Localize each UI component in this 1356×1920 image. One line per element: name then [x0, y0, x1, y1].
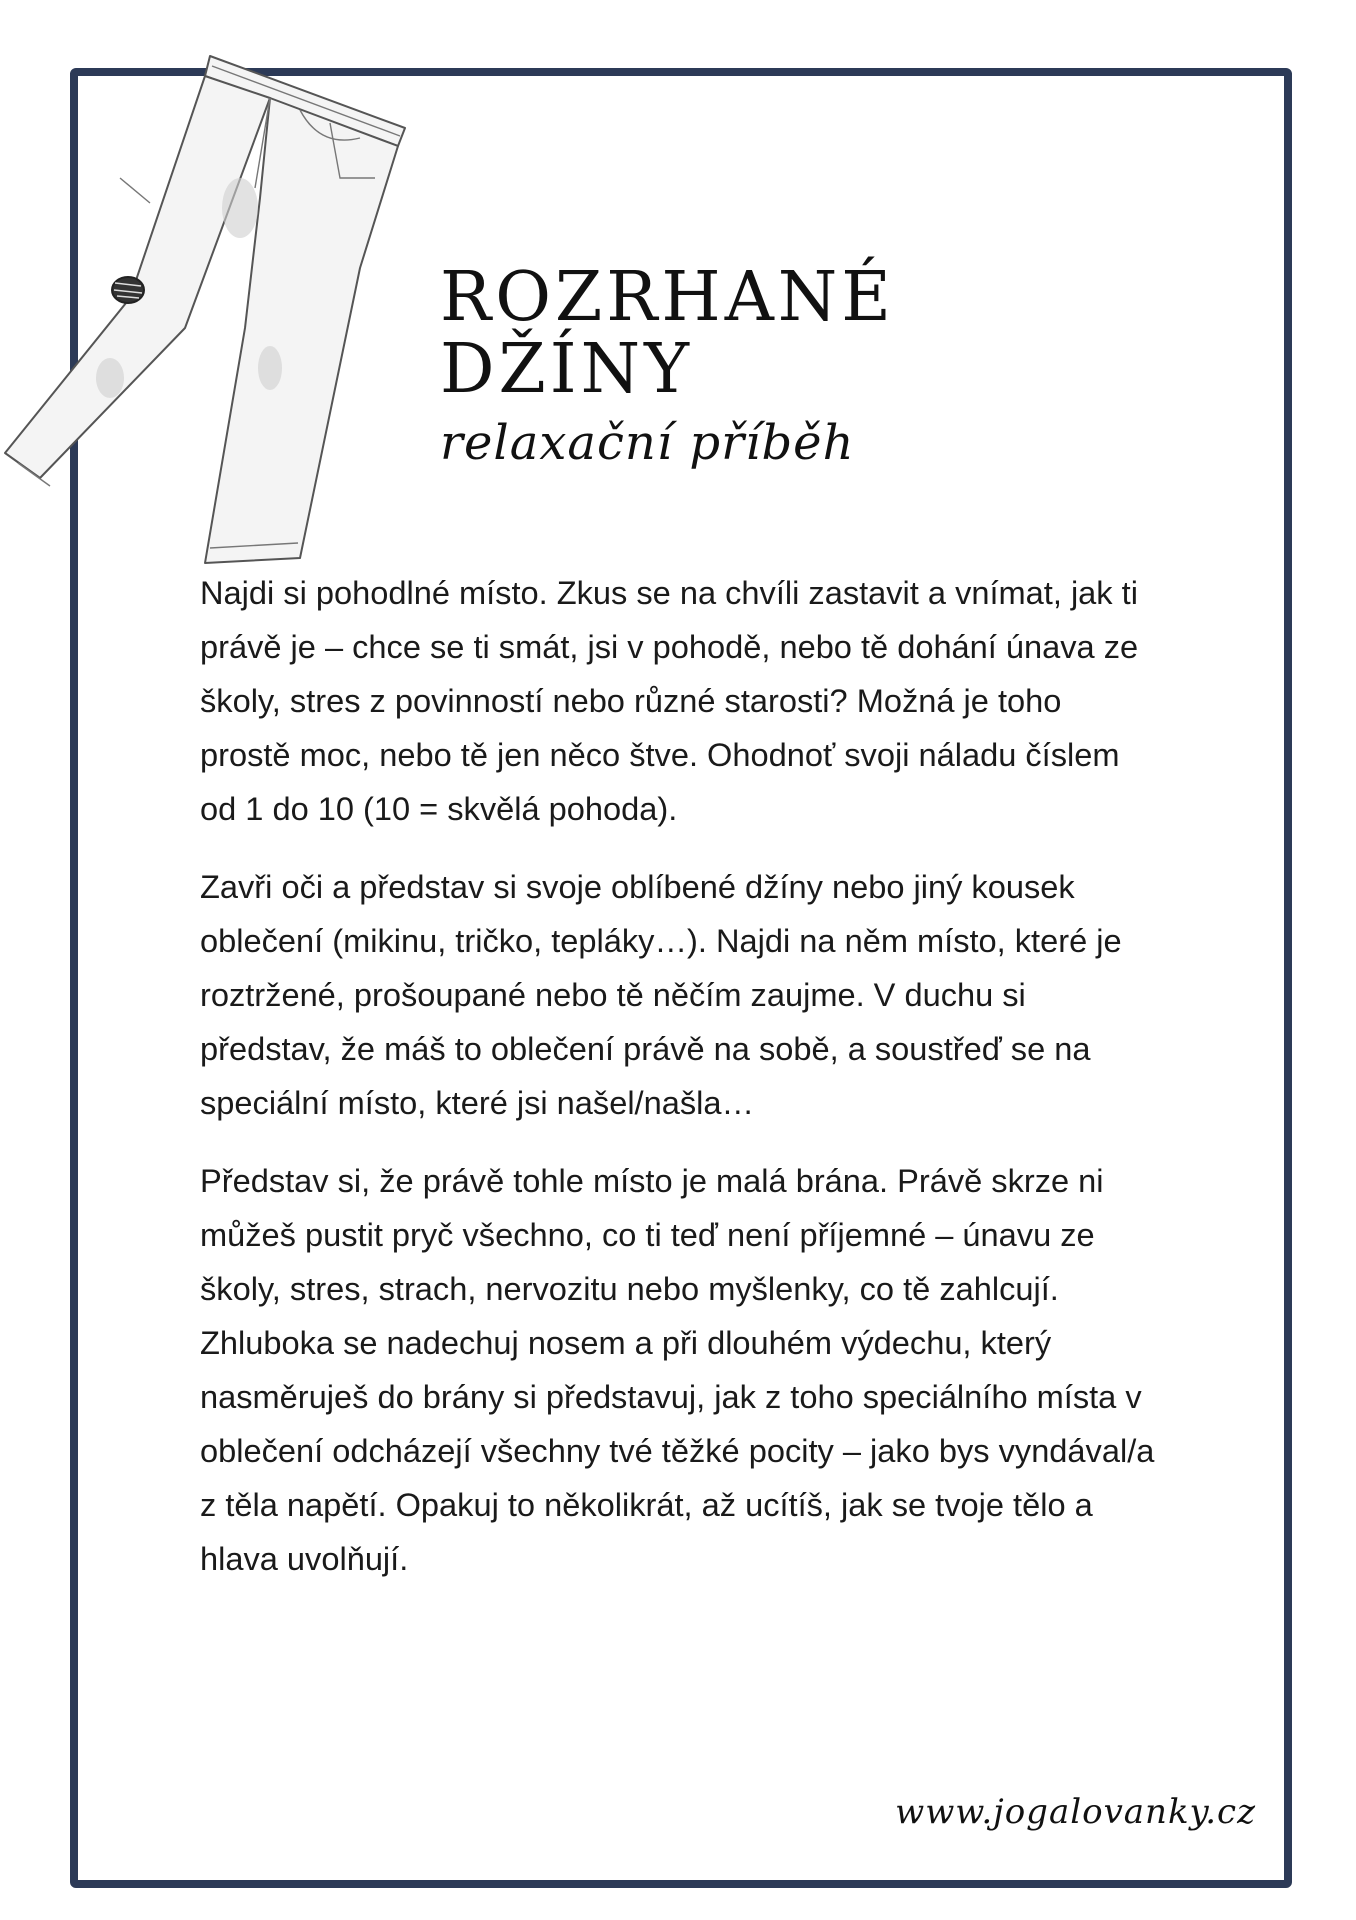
title-line-1: ROZRHANÉ — [440, 258, 895, 337]
page-subtitle: relaxační příběh — [440, 415, 855, 471]
paragraph-intro: Najdi si pohodlné místo. Zkus se na chvíli zastavit a vnímat, jak ti právě je – chce se ti smát, jsi v pohodě, nebo tě dohání únava ze školy, stres z povinností nebo různé starosti? Možná je toho prostě moc, nebo tě jen něco štve. Ohodnoť svoji náladu číslem od 1 do 10 (10 = skvělá pohoda). — [200, 574, 1139, 827]
website-footer: www.jogalovanky.cz — [895, 1792, 1256, 1832]
jeans-illustration — [0, 28, 420, 568]
page-title — [440, 258, 1140, 409]
paragraph-imagine: Zavři oči a představ si svoje oblíbené džíny nebo jiný kousek oblečení (mikinu, tričko, tepláky…). Najdi na něm místo, které je roztržené, prošoupané nebo tě něčím zaujme. V duchu si představ, že máš to oblečení právě na sobě, a soustřeď se na speciální místo, které jsi našel/našla… — [200, 868, 1122, 1121]
title-line-2: DŽÍNY — [440, 330, 694, 409]
story-text — [200, 566, 1160, 1610]
title-block — [440, 258, 1140, 472]
tear-mark — [112, 277, 144, 303]
paragraph-gate: Představ si, že právě tohle místo je malá brána. Právě skrze ni můžeš pustit pryč všechno, co ti teď není příjemné – únavu ze školy, stres, strach, nervozitu nebo myšlenky, co tě zahlcují. Zhluboka se nadechuj nosem a při dlouhém výdechu, který nasměruješ do brány si představuj, jak z toho speciálního místa v oblečení odcházejí všechny tvé těžké pocity – jako bys vyndával/a z těla napětí. Opakuj to několikrát, až ucítíš, jak se tvoje tělo a hlava uvolňují. — [200, 1162, 1155, 1577]
